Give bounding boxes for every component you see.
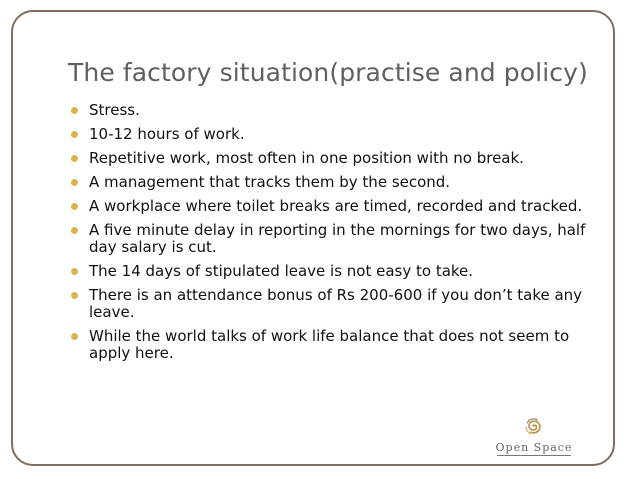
spiral-logo-icon — [521, 414, 545, 438]
bullet-item-hours: 10-12 hours of work. — [70, 126, 610, 143]
bullet-list — [70, 102, 610, 369]
slide-title: The factory situation(practise and policy) — [68, 58, 588, 87]
logo-underline — [497, 455, 571, 456]
bullet-item-management-tracking: A management that tracks them by the second. — [70, 174, 610, 191]
logo-text: Open Space — [495, 441, 573, 454]
bullet-item-repetitive-work: Repetitive work, most often in one position with no break. — [70, 150, 610, 167]
bullet-item-toilet-breaks: A workplace where toilet breaks are timed, recorded and tracked. — [70, 198, 610, 215]
bullet-item-attendance-bonus: There is an attendance bonus of Rs 200-600 if you don’t take any leave. — [70, 287, 610, 321]
bullet-item-stress: Stress. — [70, 102, 610, 119]
bullet-item-leave: The 14 days of stipulated leave is not easy to take. — [70, 263, 610, 280]
bullet-item-delay-penalty: A five minute delay in reporting in the mornings for two days, half day salary is cut. — [70, 222, 610, 256]
open-space-logo — [494, 414, 574, 462]
bullet-item-work-life-balance: While the world talks of work life balance that does not seem to apply here. — [70, 328, 610, 362]
